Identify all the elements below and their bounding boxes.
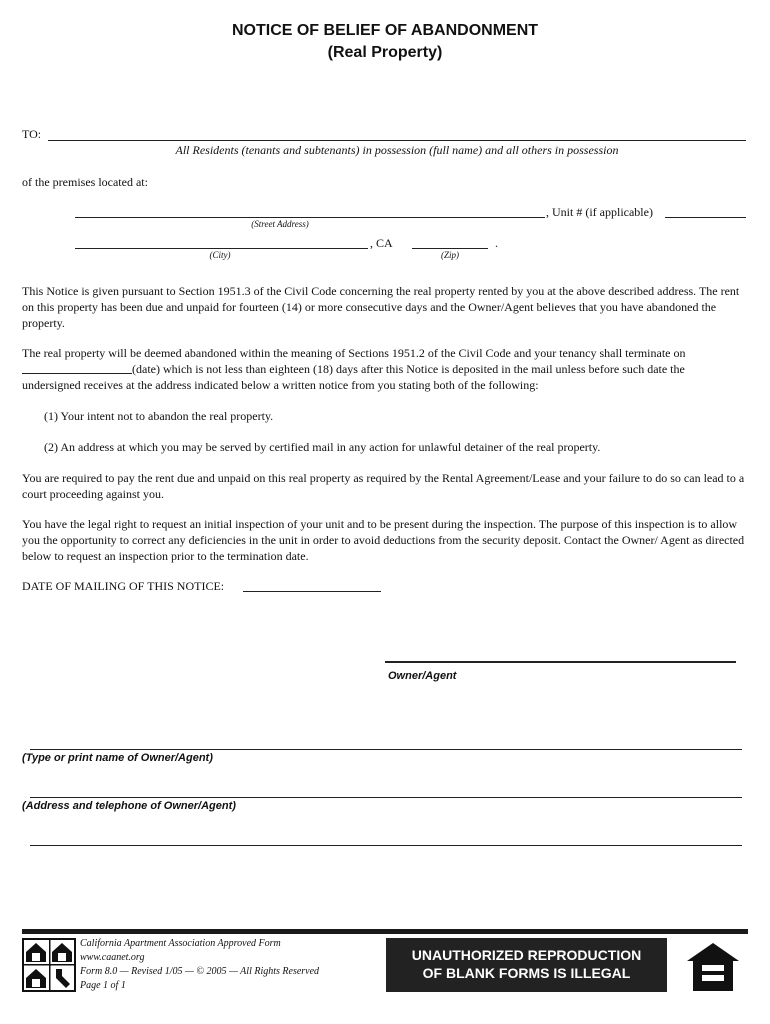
equal-housing-opportunity-icon [685, 941, 741, 998]
footer-form-revision: Form 8.0 — Revised 1/05 — © 2005 — All Rights Reserved [80, 966, 320, 977]
footer-association: California Apartment Association Approved Form [80, 938, 281, 949]
zip-field[interactable] [412, 248, 488, 249]
address-period: . [495, 236, 498, 250]
termination-date-field[interactable] [22, 373, 132, 374]
unit-label: , Unit # (if applicable) [546, 205, 653, 219]
footer-rule [22, 929, 748, 934]
footer-info [80, 937, 380, 993]
to-caption: All Residents (tenants and subtenants) in possession (full name) and all others in possession [175, 143, 619, 157]
ca-label: , CA [370, 236, 393, 250]
owner-agent-label: Owner/Agent [388, 670, 457, 682]
city-field[interactable] [75, 248, 368, 249]
address-phone-field[interactable] [30, 797, 742, 798]
owner-agent-signature-line[interactable] [385, 661, 736, 663]
notice-paragraph-4: You have the legal right to request an initial inspection of your unit and to be present during the inspection. The purpose of this inspection is to allow you the opportunity to correct any deficiencies in the unit in order to avoid deductions from the security deposit. Contact the Owner/ Agent as directed below to request an inspection prior to the termination date. [22, 517, 745, 563]
city-caption: (City) [209, 250, 231, 260]
banner-line-1: UNAUTHORIZED REPRODUCTION [411, 947, 642, 963]
print-name-field[interactable] [30, 749, 742, 750]
street-address-caption: (Street Address) [251, 219, 309, 229]
notice-paragraph-3: You are required to pay the rent due and unpaid on this real property as required by the Rental Agreement/Lease and your failure to do so can lead to a court proceeding against you. [22, 471, 745, 501]
requirement-item-2: (2) An address at which you may be served by certified mail in any action for unlawful detainer of the real property. [44, 440, 601, 454]
mailing-date-label: DATE OF MAILING OF THIS NOTICE: [22, 579, 225, 593]
notice-paragraph-2-line-3: undersigned receives at the address indicated below a written notice from you stating both of the following: [22, 378, 539, 392]
footer-website: www.caanet.org [80, 952, 145, 963]
zip-caption: (Zip) [441, 250, 459, 260]
print-name-label: (Type or print name of Owner/Agent) [22, 752, 213, 764]
address-phone-label: (Address and telephone of Owner/Agent) [22, 800, 236, 812]
notice-paragraph-1: This Notice is given pursuant to Section 1951.3 of the Civil Code concerning the real property rented by you at the above described address. The rent on this property has been due and unpaid for fourteen (14) or more consecutive days and the Owner/Agent believes that you have abandoned the property. [22, 284, 740, 330]
requirement-item-1: (1) Your intent not to abandon the real property. [44, 409, 274, 423]
to-label: TO: [22, 127, 42, 141]
to-name-field[interactable] [48, 140, 746, 141]
footer-page-number: Page 1 of 1 [80, 980, 126, 991]
notice-paragraph-2-line-2: (date) which is not less than eighteen (18) days after this Notice is deposited in the mail unless before such date the [132, 362, 685, 376]
banner-line-2: OF BLANK FORMS IS ILLEGAL [422, 965, 631, 981]
premises-label: of the premises located at: [22, 175, 148, 189]
address-phone-field-line-2[interactable] [30, 845, 742, 846]
mailing-date-field[interactable] [243, 591, 381, 592]
street-address-field[interactable] [75, 217, 545, 218]
notice-paragraph-2-line-1: The real property will be deemed abandoned within the meaning of Sections 1951.2 of the Civil Code and your tenancy shall terminate on [22, 346, 686, 360]
reproduction-warning-banner [386, 938, 667, 992]
form-title: NOTICE OF BELIEF OF ABANDONMENT [231, 22, 539, 39]
form-subtitle: (Real Property) [327, 44, 443, 61]
caa-house-logo-icon [22, 938, 76, 997]
unit-number-field[interactable] [665, 217, 746, 218]
